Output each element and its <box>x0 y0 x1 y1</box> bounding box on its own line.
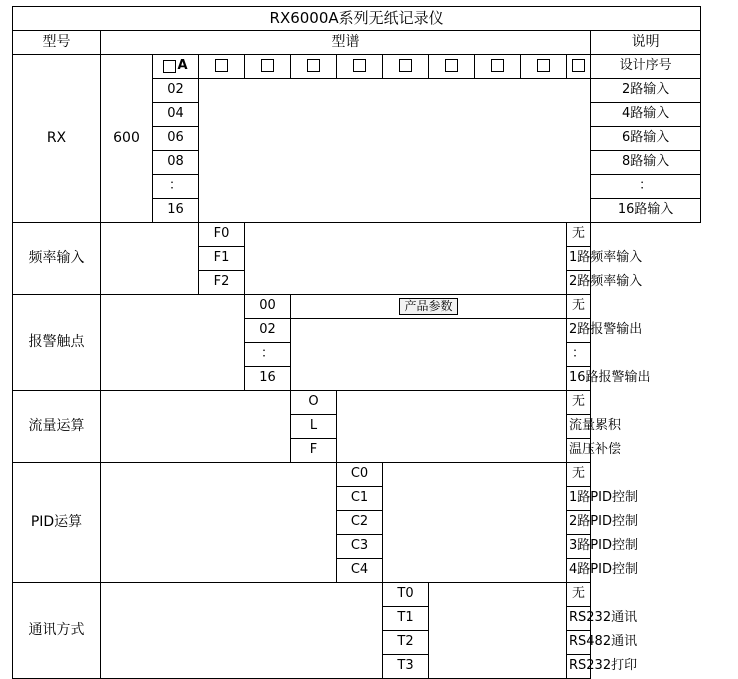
description-cell: 1路PID控制 <box>567 487 591 511</box>
code-cell: 16 <box>153 199 199 223</box>
description-cell: RS482通讯 <box>567 631 591 655</box>
description-cell: 流量累积 <box>567 415 591 439</box>
code-cell: F <box>291 439 337 463</box>
code-cell: 04 <box>153 103 199 127</box>
design-serial-row <box>13 55 701 79</box>
code-cell: L <box>291 415 337 439</box>
description-cell: 2路报警输出 <box>567 319 591 343</box>
product-parameter-tag: 产品参数 <box>399 298 457 315</box>
series-code-600: 600 <box>101 55 153 223</box>
code-cell: 00 <box>245 295 291 319</box>
spacer-cell <box>101 583 383 679</box>
group-label-frequency-input: 频率输入 <box>13 223 101 295</box>
spacer-cell <box>337 391 567 463</box>
spacer-cell <box>101 391 291 463</box>
checkbox-icon[interactable] <box>572 59 585 72</box>
description-cell: 3路PID控制 <box>567 535 591 559</box>
checkbox-cell-2[interactable] <box>199 55 245 79</box>
code-cell: C3 <box>337 535 383 559</box>
table-row <box>13 295 701 319</box>
description-cell: ： <box>591 175 701 199</box>
checkbox-label-a: A <box>177 58 188 74</box>
code-cell: C4 <box>337 559 383 583</box>
description-cell: 2路PID控制 <box>567 511 591 535</box>
description-cell: 6路输入 <box>591 127 701 151</box>
description-cell: 无 <box>567 583 591 607</box>
code-cell: 02 <box>153 79 199 103</box>
product-parameter-tag-cell <box>291 295 567 319</box>
table-header-row <box>13 31 701 55</box>
checkbox-icon[interactable] <box>491 59 504 72</box>
spec-sheet <box>0 6 738 674</box>
table-row <box>13 391 701 415</box>
code-cell: ： <box>245 343 291 367</box>
code-cell: 02 <box>245 319 291 343</box>
group-label-communication: 通讯方式 <box>13 583 101 679</box>
code-cell: T2 <box>383 631 429 655</box>
group-label-rx: RX <box>13 55 101 223</box>
column-header-spectrum: 型谱 <box>101 31 591 55</box>
spacer-cell <box>245 223 567 295</box>
spacer-cell <box>101 295 245 391</box>
code-cell: O <box>291 391 337 415</box>
description-cell: 无 <box>567 295 591 319</box>
code-cell: F2 <box>199 271 245 295</box>
checkbox-icon[interactable] <box>353 59 366 72</box>
checkbox-icon[interactable] <box>163 60 176 73</box>
description-cell: 无 <box>567 223 591 247</box>
table-title-row <box>13 7 701 31</box>
checkbox-cell-a[interactable] <box>153 55 199 79</box>
table-row <box>13 463 701 487</box>
checkbox-cell-6[interactable] <box>383 55 429 79</box>
spacer-cell <box>199 79 591 223</box>
column-header-model: 型号 <box>13 31 101 55</box>
checkbox-cell-10[interactable] <box>567 55 591 79</box>
description-design-serial: 设计序号 <box>591 55 701 79</box>
column-header-description: 说明 <box>591 31 701 55</box>
spacer-cell <box>429 583 567 679</box>
description-cell: 4路PID控制 <box>567 559 591 583</box>
checkbox-icon[interactable] <box>445 59 458 72</box>
code-cell: F1 <box>199 247 245 271</box>
model-spectrum-table <box>12 6 701 679</box>
description-cell: 无 <box>567 463 591 487</box>
checkbox-icon[interactable] <box>261 59 274 72</box>
checkbox-cell-9[interactable] <box>521 55 567 79</box>
code-cell: ： <box>153 175 199 199</box>
description-cell: ： <box>567 343 591 367</box>
description-cell: RS232打印 <box>567 655 591 679</box>
description-cell: 无 <box>567 391 591 415</box>
description-cell: 8路输入 <box>591 151 701 175</box>
checkbox-icon[interactable] <box>537 59 550 72</box>
checkbox-icon[interactable] <box>215 59 228 72</box>
code-cell: T0 <box>383 583 429 607</box>
checkbox-cell-4[interactable] <box>291 55 337 79</box>
checkbox-icon[interactable] <box>399 59 412 72</box>
table-row <box>13 583 701 607</box>
table-row <box>13 223 701 247</box>
code-cell: 08 <box>153 151 199 175</box>
document-title: RX6000A系列无纸记录仪 <box>13 7 701 31</box>
group-label-flow-calc: 流量运算 <box>13 391 101 463</box>
code-cell: 16 <box>245 367 291 391</box>
code-cell: T1 <box>383 607 429 631</box>
group-label-pid-calc: PID运算 <box>13 463 101 583</box>
code-cell: C0 <box>337 463 383 487</box>
description-cell: 2路频率输入 <box>567 271 591 295</box>
description-cell: 16路输入 <box>591 199 701 223</box>
code-cell: F0 <box>199 223 245 247</box>
code-cell: T3 <box>383 655 429 679</box>
description-cell: 温压补偿 <box>567 439 591 463</box>
description-cell: 16路报警输出 <box>567 367 591 391</box>
description-cell: 2路输入 <box>591 79 701 103</box>
spacer-cell <box>383 463 567 583</box>
code-cell: 06 <box>153 127 199 151</box>
spacer-cell <box>101 463 337 583</box>
spacer-cell <box>291 319 567 391</box>
checkbox-cell-7[interactable] <box>429 55 475 79</box>
checkbox-cell-8[interactable] <box>475 55 521 79</box>
group-label-alarm-contact: 报警触点 <box>13 295 101 391</box>
checkbox-icon[interactable] <box>307 59 320 72</box>
description-cell: 4路输入 <box>591 103 701 127</box>
spacer-cell <box>101 223 199 295</box>
checkbox-cell-3[interactable] <box>245 55 291 79</box>
code-cell: C1 <box>337 487 383 511</box>
description-cell: RS232通讯 <box>567 607 591 631</box>
code-cell: C2 <box>337 511 383 535</box>
checkbox-cell-5[interactable] <box>337 55 383 79</box>
description-cell: 1路频率输入 <box>567 247 591 271</box>
